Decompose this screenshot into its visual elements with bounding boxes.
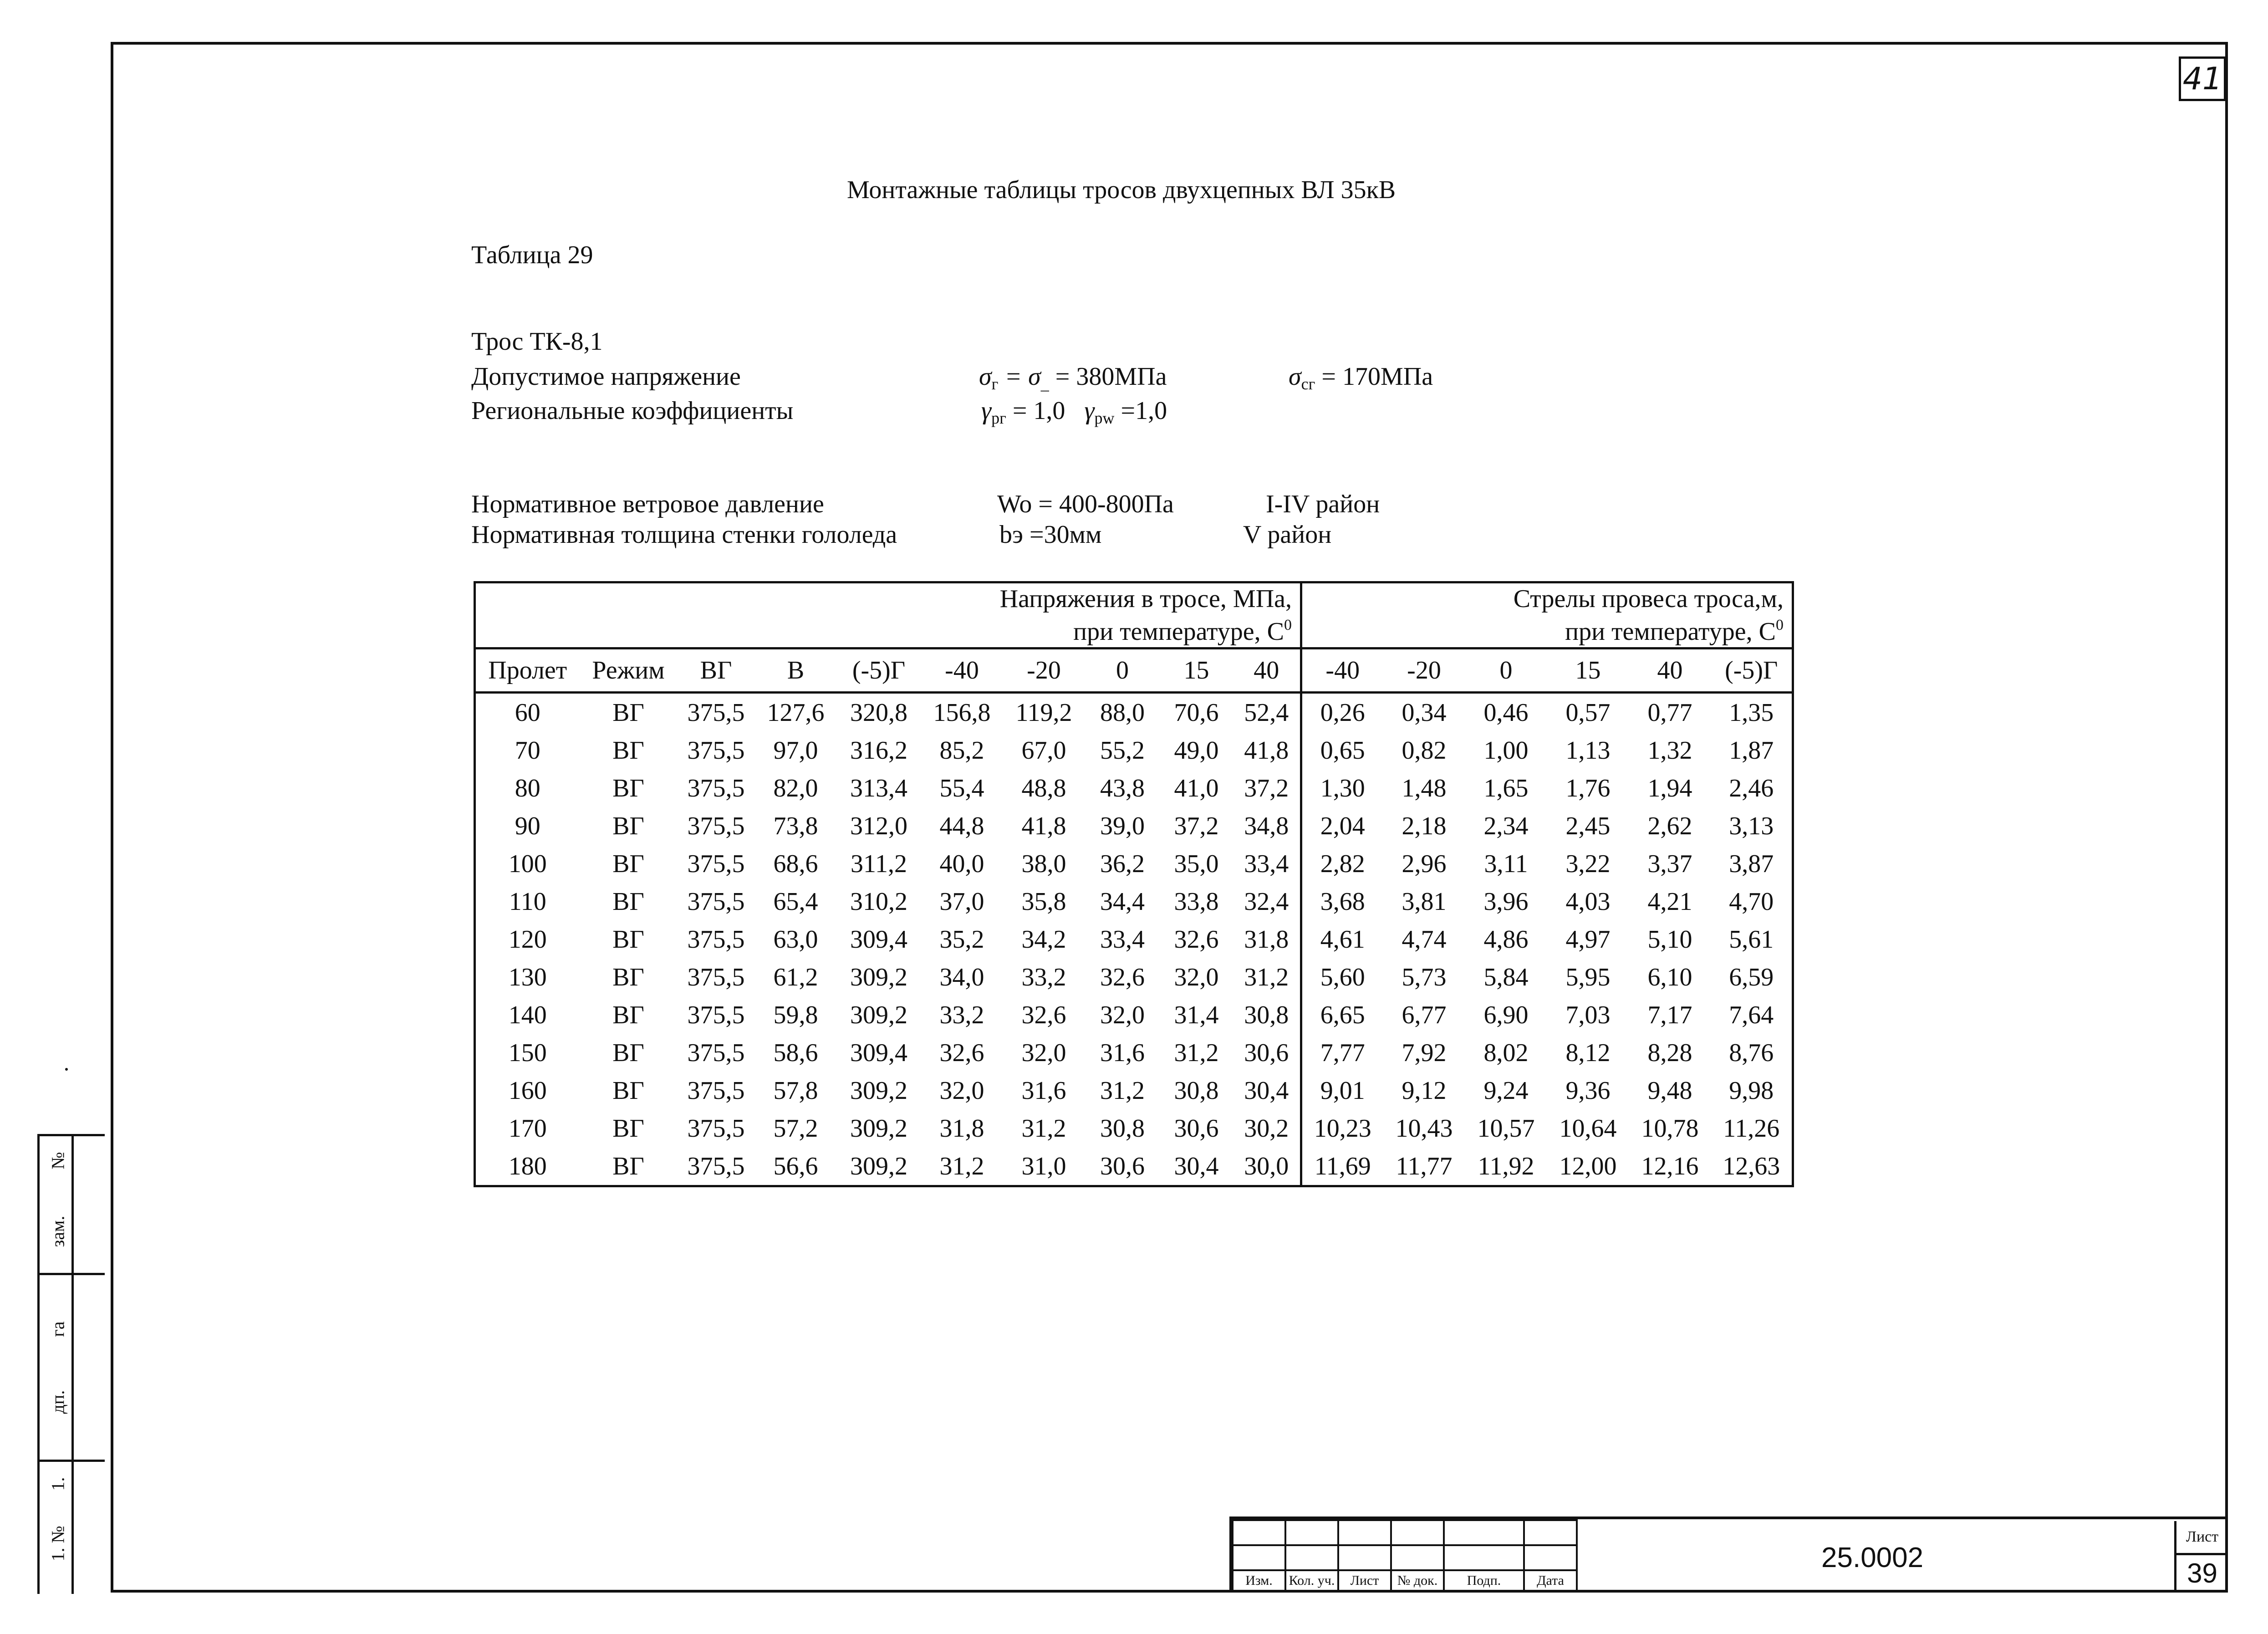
table-cell: 33,2	[939, 1001, 984, 1029]
table-cell: 1,87	[1729, 736, 1774, 765]
stamp-label: зам.	[47, 1215, 68, 1247]
table-cell: ВГ	[612, 925, 644, 954]
stress-cg-value: $\sigma_{сг} = 170МПа$	[1289, 363, 1433, 393]
table-cell: 10,23	[1314, 1114, 1371, 1143]
table-cell: 65,4	[773, 887, 818, 916]
table-cell: 375,5	[687, 849, 745, 878]
table-cell: 37,0	[939, 887, 984, 916]
table-cell: 9,36	[1565, 1076, 1611, 1105]
table-cell: 11,69	[1314, 1152, 1371, 1180]
table-cell: 1,48	[1402, 774, 1447, 802]
table-cell: 5,95	[1565, 963, 1611, 991]
table-cell: 2,34	[1483, 812, 1529, 840]
table-cell: 73,8	[773, 812, 818, 840]
table-cell: 5,60	[1320, 963, 1365, 991]
table-cell: 2,46	[1729, 774, 1774, 802]
table-cell: 10,64	[1559, 1114, 1617, 1143]
table-cell: 30,4	[1233, 1072, 1301, 1109]
ice-region: V район	[1243, 521, 1332, 549]
table-cell: 375,5	[687, 1152, 745, 1180]
column-header: 40	[1233, 648, 1301, 693]
table-cell: 1,35	[1729, 698, 1774, 727]
column-header: 0	[1465, 648, 1547, 693]
table-cell: 1,00	[1483, 736, 1529, 765]
table-row	[475, 1109, 1793, 1147]
table-cell: 44,8	[939, 812, 984, 840]
table-cell: 31,6	[1100, 1038, 1145, 1067]
table-cell: 1,76	[1565, 774, 1611, 802]
left-stamp	[37, 1134, 105, 1594]
table-cell: 68,6	[773, 849, 818, 878]
table-cell: 41,0	[1174, 774, 1219, 802]
table-cell: 32,6	[939, 1038, 984, 1067]
table-cell: 0,77	[1647, 698, 1692, 727]
table-cell: 8,28	[1647, 1038, 1692, 1067]
table-cell: 156,8	[933, 698, 991, 727]
table-cell: 5,61	[1729, 925, 1774, 954]
table-cell: 43,8	[1100, 774, 1145, 802]
header-stress: Напряжения в тросе, МПа, при температуре, $С^0$	[475, 582, 1301, 648]
table-cell: 30,2	[1233, 1109, 1301, 1147]
table-cell: ВГ	[612, 812, 644, 840]
stamp-col-label: Кол. уч.	[1285, 1570, 1338, 1591]
table-cell: 375,5	[687, 1038, 745, 1067]
table-row	[475, 996, 1793, 1034]
cable-name: Трос ТК-8,1	[471, 327, 603, 356]
table-cell: 49,0	[1174, 736, 1219, 765]
column-header: (-5)Г	[1711, 648, 1793, 693]
table-cell: 6,90	[1483, 1001, 1529, 1029]
stamp-label: дп.	[47, 1390, 68, 1414]
table-cell: 309,2	[850, 1076, 907, 1105]
table-cell: 33,2	[1021, 963, 1066, 991]
table-cell: 2,45	[1565, 812, 1611, 840]
table-cell: 312,0	[850, 812, 907, 840]
table-cell: 110	[509, 887, 546, 916]
column-header: 0	[1085, 648, 1160, 693]
table-cell: 33,8	[1174, 887, 1219, 916]
table-cell: 2,04	[1320, 812, 1365, 840]
table-cell: 4,97	[1565, 925, 1611, 954]
table-cell: 32,4	[1233, 883, 1301, 920]
table-cell: ВГ	[612, 887, 644, 916]
table-cell: 97,0	[773, 736, 818, 765]
table-cell: 37,2	[1174, 812, 1219, 840]
table-cell: 3,13	[1729, 812, 1774, 840]
table-cell: 7,64	[1729, 1001, 1774, 1029]
table-cell: 63,0	[773, 925, 818, 954]
table-header-group	[475, 582, 1793, 648]
table-cell: 57,8	[773, 1076, 818, 1105]
table-cell: 8,02	[1483, 1038, 1529, 1067]
table-cell: ВГ	[612, 849, 644, 878]
table-cell: 4,70	[1729, 887, 1774, 916]
table-cell: 311,2	[851, 849, 907, 878]
table-cell: 0,26	[1320, 698, 1365, 727]
stamp-col-label: Лист	[1338, 1570, 1391, 1591]
column-header: 40	[1629, 648, 1711, 693]
column-header: -40	[1301, 648, 1383, 693]
stamp-col-label: Подп.	[1444, 1570, 1524, 1591]
table-label: Таблица 29	[471, 241, 593, 269]
stamp-label: 1. №	[47, 1526, 68, 1562]
column-header: -20	[1003, 648, 1085, 693]
table-cell: 6,59	[1729, 963, 1774, 991]
table-cell: 30,8	[1174, 1076, 1219, 1105]
table-cell: ВГ	[612, 698, 644, 727]
table-cell: 10,78	[1641, 1114, 1699, 1143]
table-cell: 9,01	[1320, 1076, 1365, 1105]
table-cell: 12,16	[1641, 1152, 1699, 1180]
table-cell: ВГ	[612, 1114, 644, 1143]
table-cell: ВГ	[612, 1152, 644, 1180]
table-cell: 4,74	[1402, 925, 1447, 954]
table-cell: 7,03	[1565, 1001, 1611, 1029]
table-cell: 70	[515, 736, 540, 765]
sheet-number-top: 41	[2179, 56, 2226, 101]
table-cell: 375,5	[687, 1001, 745, 1029]
table-cell: 375,5	[687, 698, 745, 727]
header-sag: Стрелы провеса троса,м, при температуре, $С^0$	[1301, 582, 1793, 648]
table-cell: 1,94	[1647, 774, 1692, 802]
table-cell: 119,2	[1015, 698, 1072, 727]
column-header: 15	[1547, 648, 1629, 693]
wind-value: Wo = 400-800Па	[997, 490, 1174, 518]
table-cell: 57,2	[773, 1114, 818, 1143]
table-cell: 67,0	[1021, 736, 1066, 765]
allowable-stress-label: Допустимое напряжение	[471, 363, 741, 391]
table-cell: 31,2	[1021, 1114, 1066, 1143]
table-cell: 375,5	[687, 1114, 745, 1143]
column-header: -20	[1383, 648, 1465, 693]
table-cell: 309,4	[850, 1038, 907, 1067]
table-cell: 7,92	[1402, 1038, 1447, 1067]
table-cell: 38,0	[1021, 849, 1066, 878]
table-row	[475, 1147, 1793, 1186]
stamp-label: 1.	[47, 1477, 68, 1491]
table-cell: ВГ	[612, 736, 644, 765]
table-cell: 32,6	[1021, 1001, 1066, 1029]
table-cell: 9,24	[1483, 1076, 1529, 1105]
table-cell: 127,6	[767, 698, 825, 727]
table-cell: 5,84	[1483, 963, 1529, 991]
table-header-columns	[475, 648, 1793, 693]
sheet-number: 39	[2187, 1558, 2217, 1588]
table-cell: ВГ	[612, 774, 644, 802]
regional-values: $\gamma_{pг} = 1,0$ $\gamma_{pw} =1,0$	[981, 397, 1167, 427]
table-cell: 70,6	[1174, 698, 1219, 727]
ice-label: Нормативная толщина стенки гололеда	[471, 521, 897, 549]
table-cell: 309,2	[850, 1114, 907, 1143]
table-row	[475, 1072, 1793, 1109]
table-cell: 35,8	[1021, 887, 1066, 916]
wind-region: I-IV район	[1266, 490, 1380, 518]
table-cell: 33,4	[1100, 925, 1145, 954]
table-cell: 8,76	[1729, 1038, 1774, 1067]
table-cell: 52,4	[1233, 693, 1301, 732]
table-cell: 309,2	[850, 1152, 907, 1180]
document-code: 25.0002	[1821, 1542, 1924, 1573]
table-cell: 1,32	[1647, 736, 1692, 765]
table-cell: 0,82	[1402, 736, 1447, 765]
table-cell: 3,11	[1484, 849, 1528, 878]
table-cell: 375,5	[687, 812, 745, 840]
table-cell: 4,03	[1565, 887, 1611, 916]
table-cell: 150	[508, 1038, 547, 1067]
column-header: -40	[921, 648, 1003, 693]
stamp-label: №	[47, 1152, 68, 1169]
table-cell: 2,82	[1320, 849, 1365, 878]
table-cell: 34,0	[939, 963, 984, 991]
table-cell: 130	[508, 963, 547, 991]
column-header: Пролет	[475, 648, 580, 693]
table-cell: 30,0	[1233, 1147, 1301, 1186]
stamp-col-label: Изм.	[1233, 1570, 1285, 1591]
column-header: ВГ	[678, 648, 755, 693]
table-cell: 36,2	[1100, 849, 1145, 878]
page-title: Монтажные таблицы тросов двухцепных ВЛ 35кВ	[847, 176, 1396, 204]
table-cell: 31,8	[939, 1114, 984, 1143]
column-header: Режим	[580, 648, 678, 693]
table-cell: 313,4	[850, 774, 907, 802]
table-cell: 1,30	[1320, 774, 1365, 802]
table-cell: 37,2	[1233, 769, 1301, 807]
stamp-col-label: № док.	[1391, 1570, 1444, 1591]
table-cell: 30,6	[1233, 1034, 1301, 1072]
table-row	[475, 883, 1793, 920]
table-cell: 55,2	[1100, 736, 1145, 765]
table-cell: 3,68	[1320, 887, 1365, 916]
table-cell: 30,4	[1174, 1152, 1219, 1180]
table-cell: 9,12	[1402, 1076, 1447, 1105]
table-cell: 30,6	[1174, 1114, 1219, 1143]
table-cell: 375,5	[687, 963, 745, 991]
table-cell: 30,6	[1100, 1152, 1145, 1180]
table-cell: 1,13	[1565, 736, 1611, 765]
table-cell: 4,61	[1320, 925, 1365, 954]
table-cell: 55,4	[939, 774, 984, 802]
table-cell: 4,86	[1483, 925, 1529, 954]
table-cell: 3,81	[1402, 887, 1447, 916]
table-row	[475, 769, 1793, 807]
stamp-col-label: Дата	[1524, 1570, 1577, 1591]
table-cell: 31,2	[939, 1152, 984, 1180]
table-cell: 3,37	[1647, 849, 1692, 878]
table-cell: 39,0	[1100, 812, 1145, 840]
table-cell: ВГ	[612, 1038, 644, 1067]
table-cell: 56,6	[773, 1152, 818, 1180]
table-cell: 31,4	[1174, 1001, 1219, 1029]
table-cell: 309,4	[850, 925, 907, 954]
table-cell: 10,57	[1477, 1114, 1535, 1143]
table-cell: 32,0	[1174, 963, 1219, 991]
table-cell: 2,96	[1402, 849, 1447, 878]
table-cell: 6,77	[1402, 1001, 1447, 1029]
table-cell: 12,63	[1723, 1152, 1780, 1180]
table-cell: 80	[515, 774, 540, 802]
table-cell: 32,0	[939, 1076, 984, 1105]
table-cell: 85,2	[939, 736, 984, 765]
table-cell: 140	[508, 1001, 547, 1029]
table-cell: 31,2	[1233, 958, 1301, 996]
table-cell: 33,4	[1233, 845, 1301, 883]
table-cell: 8,12	[1565, 1038, 1611, 1067]
table-cell: 31,2	[1174, 1038, 1219, 1067]
table-cell: 2,62	[1647, 812, 1692, 840]
table-cell: 375,5	[687, 774, 745, 802]
table-cell: 3,22	[1565, 849, 1611, 878]
table-row	[475, 807, 1793, 845]
table-cell: 30,8	[1100, 1114, 1145, 1143]
table-cell: 309,2	[850, 963, 907, 991]
table-cell: 31,6	[1021, 1076, 1066, 1105]
table-row	[475, 693, 1793, 732]
title-block	[1229, 1517, 2228, 1593]
table-cell: 10,43	[1395, 1114, 1453, 1143]
table-cell: 41,8	[1021, 812, 1066, 840]
sheet-label: Лист	[2176, 1521, 2228, 1555]
table-cell: 30,8	[1233, 996, 1301, 1034]
table-cell: 0,65	[1320, 736, 1365, 765]
table-cell: 310,2	[850, 887, 907, 916]
column-header: В	[755, 648, 837, 693]
column-header: (-5)Г	[837, 648, 921, 693]
table-row	[475, 920, 1793, 958]
table-cell: 2,18	[1402, 812, 1447, 840]
table-cell: 34,4	[1100, 887, 1145, 916]
table-cell: 32,0	[1100, 1001, 1145, 1029]
table-row	[475, 958, 1793, 996]
wind-label: Нормативное ветровое давление	[471, 490, 824, 518]
table-cell: 11,77	[1396, 1152, 1453, 1180]
table-cell: 309,2	[850, 1001, 907, 1029]
table-cell: 11,92	[1478, 1152, 1534, 1180]
table-cell: 41,8	[1233, 731, 1301, 769]
margin-mark	[65, 1068, 68, 1071]
table-cell: 320,8	[850, 698, 907, 727]
table-cell: ВГ	[612, 1076, 644, 1105]
table-cell: 82,0	[773, 774, 818, 802]
column-header: 15	[1160, 648, 1233, 693]
table-cell: 11,26	[1723, 1114, 1780, 1143]
table-cell: 3,96	[1483, 887, 1529, 916]
table-cell: 88,0	[1100, 698, 1145, 727]
table-cell: 35,0	[1174, 849, 1219, 878]
table-cell: 180	[508, 1152, 547, 1180]
table-row	[475, 731, 1793, 769]
table-cell: 31,0	[1021, 1152, 1066, 1180]
regional-label: Региональные коэффициенты	[471, 397, 794, 425]
table-cell: 5,73	[1402, 963, 1447, 991]
table-cell: 34,2	[1021, 925, 1066, 954]
revision-grid	[1232, 1519, 1578, 1592]
table-cell: 375,5	[687, 925, 745, 954]
table-cell: 120	[508, 925, 547, 954]
stamp-label: га	[47, 1321, 68, 1337]
table-cell: 58,6	[773, 1038, 818, 1067]
table-cell: 9,48	[1647, 1076, 1692, 1105]
table-cell: 0,46	[1483, 698, 1529, 727]
table-cell: 31,8	[1233, 920, 1301, 958]
table-cell: 375,5	[687, 736, 745, 765]
table-cell: 31,2	[1100, 1076, 1145, 1105]
data-table	[474, 581, 1794, 1187]
table-cell: 7,17	[1647, 1001, 1692, 1029]
table-cell: 34,8	[1233, 807, 1301, 845]
table-cell: 32,6	[1100, 963, 1145, 991]
table-cell: ВГ	[612, 1001, 644, 1029]
table-cell: 4,21	[1647, 887, 1692, 916]
table-cell: 3,87	[1729, 849, 1774, 878]
table-cell: 100	[508, 849, 547, 878]
table-cell: 35,2	[939, 925, 984, 954]
table-cell: 32,6	[1174, 925, 1219, 954]
table-cell: 6,10	[1647, 963, 1692, 991]
table-cell: 61,2	[773, 963, 818, 991]
table-cell: 6,65	[1320, 1001, 1365, 1029]
table-row	[475, 1034, 1793, 1072]
ice-value: bэ =30мм	[999, 521, 1102, 549]
table-cell: 170	[508, 1114, 547, 1143]
table-cell: 375,5	[687, 887, 745, 916]
table-cell: 160	[508, 1076, 547, 1105]
table-cell: 7,77	[1320, 1038, 1365, 1067]
allowable-stress-value: $\sigma_г = \sigma_{\_} = 380МПа$	[979, 363, 1167, 393]
sheet-box	[2174, 1521, 2228, 1593]
table-cell: ВГ	[612, 963, 644, 991]
table-cell: 375,5	[687, 1076, 745, 1105]
table-cell: 12,00	[1559, 1152, 1617, 1180]
table-cell: 1,65	[1483, 774, 1529, 802]
table-cell: 316,2	[850, 736, 907, 765]
table-cell: 32,0	[1021, 1038, 1066, 1067]
table-cell: 0,34	[1402, 698, 1447, 727]
table-cell: 5,10	[1647, 925, 1692, 954]
table-cell: 59,8	[773, 1001, 818, 1029]
table-cell: 9,98	[1729, 1076, 1774, 1105]
table-cell: 40,0	[939, 849, 984, 878]
table-cell: 0,57	[1565, 698, 1611, 727]
table-cell: 60	[515, 698, 540, 727]
table-cell: 90	[515, 812, 540, 840]
table-row	[475, 845, 1793, 883]
table-cell: 48,8	[1021, 774, 1066, 802]
